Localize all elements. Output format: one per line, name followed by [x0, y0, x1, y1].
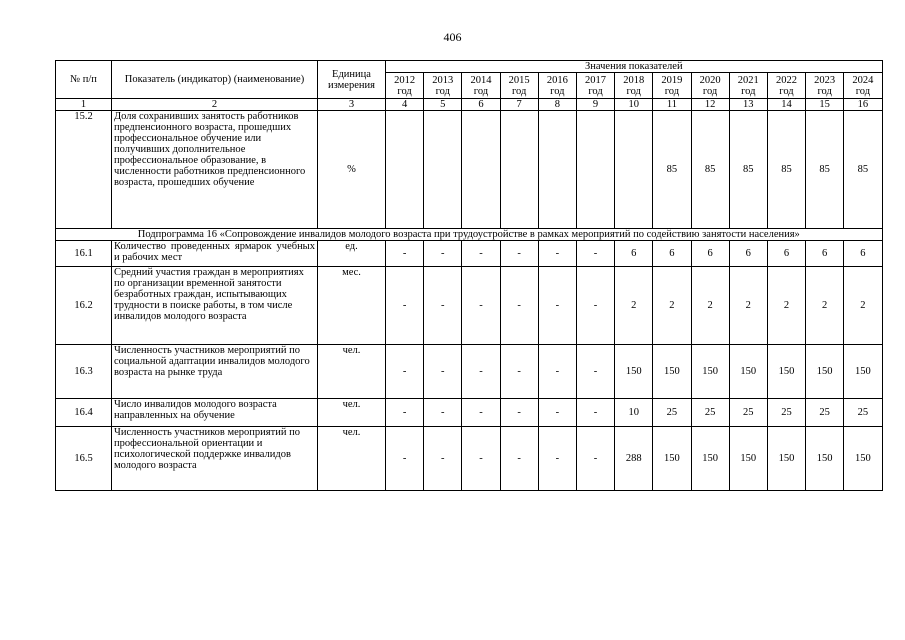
row-value: -: [576, 427, 614, 491]
column-number: 1: [56, 99, 112, 111]
table-row: [56, 111, 883, 229]
indicators-table: [55, 60, 883, 491]
row-value: 150: [691, 427, 729, 491]
header-year: 2021 год: [729, 73, 767, 99]
row-value: -: [386, 241, 424, 267]
header-year: 2020 год: [691, 73, 729, 99]
row-value: -: [424, 427, 462, 491]
column-numbers-row: [56, 99, 883, 111]
subprogram-row: [56, 229, 883, 241]
row-code: 16.5: [56, 427, 112, 491]
row-value: 150: [653, 427, 691, 491]
header-year: 2017 год: [576, 73, 614, 99]
header-year: 2023 год: [806, 73, 844, 99]
row-value: 6: [806, 241, 844, 267]
row-unit: мес.: [318, 267, 386, 345]
header-year: 2018 год: [615, 73, 653, 99]
row-code: 16.2: [56, 267, 112, 345]
row-value: [424, 111, 462, 229]
column-number: 4: [386, 99, 424, 111]
row-value: 2: [806, 267, 844, 345]
row-value: 150: [615, 345, 653, 399]
row-unit: чел.: [318, 345, 386, 399]
row-value: -: [386, 427, 424, 491]
row-value: -: [424, 399, 462, 427]
row-value: 150: [653, 345, 691, 399]
row-value: -: [500, 267, 538, 345]
row-value: -: [424, 267, 462, 345]
row-value: [615, 111, 653, 229]
row-code: 16.1: [56, 241, 112, 267]
row-value: 2: [691, 267, 729, 345]
row-value: -: [386, 267, 424, 345]
row-value: 25: [844, 399, 882, 427]
row-value: 85: [767, 111, 805, 229]
row-value: 6: [691, 241, 729, 267]
row-value: -: [538, 345, 576, 399]
row-value: -: [424, 345, 462, 399]
row-value: 6: [615, 241, 653, 267]
column-number: 7: [500, 99, 538, 111]
header-year: 2024 год: [844, 73, 882, 99]
column-number: 14: [767, 99, 805, 111]
row-value: -: [500, 241, 538, 267]
header-year: 2022 год: [767, 73, 805, 99]
row-value: -: [500, 427, 538, 491]
row-value: 2: [653, 267, 691, 345]
row-value: 150: [767, 427, 805, 491]
row-value: [500, 111, 538, 229]
row-value: 288: [615, 427, 653, 491]
header-year: 2016 год: [538, 73, 576, 99]
row-value: -: [576, 267, 614, 345]
row-value: 2: [767, 267, 805, 345]
table-row: [56, 241, 883, 267]
row-value: 2: [844, 267, 882, 345]
header-row-1: [56, 61, 883, 73]
row-indicator-name: Количество проведенных ярмарок учебных и рабочих мест: [112, 241, 318, 267]
row-value: 150: [844, 345, 882, 399]
column-number: 11: [653, 99, 691, 111]
row-value: 25: [767, 399, 805, 427]
table-row: [56, 399, 883, 427]
row-value: 2: [615, 267, 653, 345]
header-year: 2014 год: [462, 73, 500, 99]
row-value: -: [462, 399, 500, 427]
row-value: [538, 111, 576, 229]
row-value: 2: [729, 267, 767, 345]
row-indicator-name: Численность участников мероприятий по социальной адаптации инвалидов молодого возраста на рынке труда: [112, 345, 318, 399]
row-value: -: [386, 399, 424, 427]
header-year: 2012 год: [386, 73, 424, 99]
table-row: [56, 267, 883, 345]
row-value: 25: [729, 399, 767, 427]
row-value: [462, 111, 500, 229]
column-number: 3: [318, 99, 386, 111]
column-number: 2: [112, 99, 318, 111]
header-values-group: Значения показателей: [386, 61, 883, 73]
row-value: [576, 111, 614, 229]
column-number: 12: [691, 99, 729, 111]
row-unit: чел.: [318, 399, 386, 427]
row-code: 16.4: [56, 399, 112, 427]
row-value: -: [424, 241, 462, 267]
row-value: 150: [729, 427, 767, 491]
row-value: 85: [653, 111, 691, 229]
row-indicator-name: Число инвалидов молодого возраста направленных на обучение: [112, 399, 318, 427]
row-value: -: [386, 345, 424, 399]
row-value: 25: [691, 399, 729, 427]
column-number: 8: [538, 99, 576, 111]
row-value: -: [538, 241, 576, 267]
row-value: -: [576, 241, 614, 267]
header-year: 2015 год: [500, 73, 538, 99]
row-indicator-name: Численность участников мероприятий по профессиональной ориентации и психологической поддержке инвалидов молодого возраста: [112, 427, 318, 491]
row-code: 15.2: [56, 111, 112, 229]
subprogram-title: Подпрограмма 16 «Сопровождение инвалидов молодого возраста при трудоустройстве в рамках мероприятий по содействию занятости населения»: [56, 229, 883, 241]
column-number: 6: [462, 99, 500, 111]
header-indicator: Показатель (индикатор) (наименование): [112, 61, 318, 99]
column-number: 16: [844, 99, 882, 111]
row-value: 150: [767, 345, 805, 399]
row-value: -: [538, 399, 576, 427]
row-value: 150: [729, 345, 767, 399]
row-indicator-name: Средний участия граждан в мероприятиях по организации временной занятости безработных граждан, испытывающих трудности в поиске работы, в том числе инвалидов молодого возраста: [112, 267, 318, 345]
row-value: -: [500, 345, 538, 399]
column-number: 15: [806, 99, 844, 111]
row-value: 10: [615, 399, 653, 427]
header-unit: Единица измерения: [318, 61, 386, 99]
row-value: 150: [691, 345, 729, 399]
row-unit: ед.: [318, 241, 386, 267]
page-number: 406: [443, 30, 462, 44]
column-number: 9: [576, 99, 614, 111]
row-value: 6: [729, 241, 767, 267]
row-value: 25: [806, 399, 844, 427]
header-num: № п/п: [56, 61, 112, 99]
row-indicator-name: Доля сохранивших занятость работников предпенсионного возраста, прошедших профессиональное обучение или получивших дополнительное профессиональное образование, в численности работников предпенсионного возраста, прошедших обучение: [112, 111, 318, 229]
row-value: -: [462, 267, 500, 345]
row-value: 150: [844, 427, 882, 491]
column-number: 5: [424, 99, 462, 111]
row-value: -: [538, 427, 576, 491]
row-code: 16.3: [56, 345, 112, 399]
row-value: 6: [767, 241, 805, 267]
row-value: 85: [729, 111, 767, 229]
header-year: 2013 год: [424, 73, 462, 99]
row-value: -: [462, 241, 500, 267]
column-number: 10: [615, 99, 653, 111]
row-value: 25: [653, 399, 691, 427]
row-value: 85: [844, 111, 882, 229]
row-value: [386, 111, 424, 229]
row-value: 85: [691, 111, 729, 229]
row-value: -: [538, 267, 576, 345]
row-value: 6: [844, 241, 882, 267]
header-year: 2019 год: [653, 73, 691, 99]
row-value: -: [576, 345, 614, 399]
row-value: -: [576, 399, 614, 427]
column-number: 13: [729, 99, 767, 111]
row-unit: %: [318, 111, 386, 229]
row-value: 85: [806, 111, 844, 229]
row-unit: чел.: [318, 427, 386, 491]
table-body: [56, 111, 883, 491]
row-value: 150: [806, 427, 844, 491]
row-value: 6: [653, 241, 691, 267]
table-row: [56, 427, 883, 491]
row-value: 150: [806, 345, 844, 399]
row-value: -: [500, 399, 538, 427]
row-value: -: [462, 345, 500, 399]
row-value: -: [462, 427, 500, 491]
table-row: [56, 345, 883, 399]
